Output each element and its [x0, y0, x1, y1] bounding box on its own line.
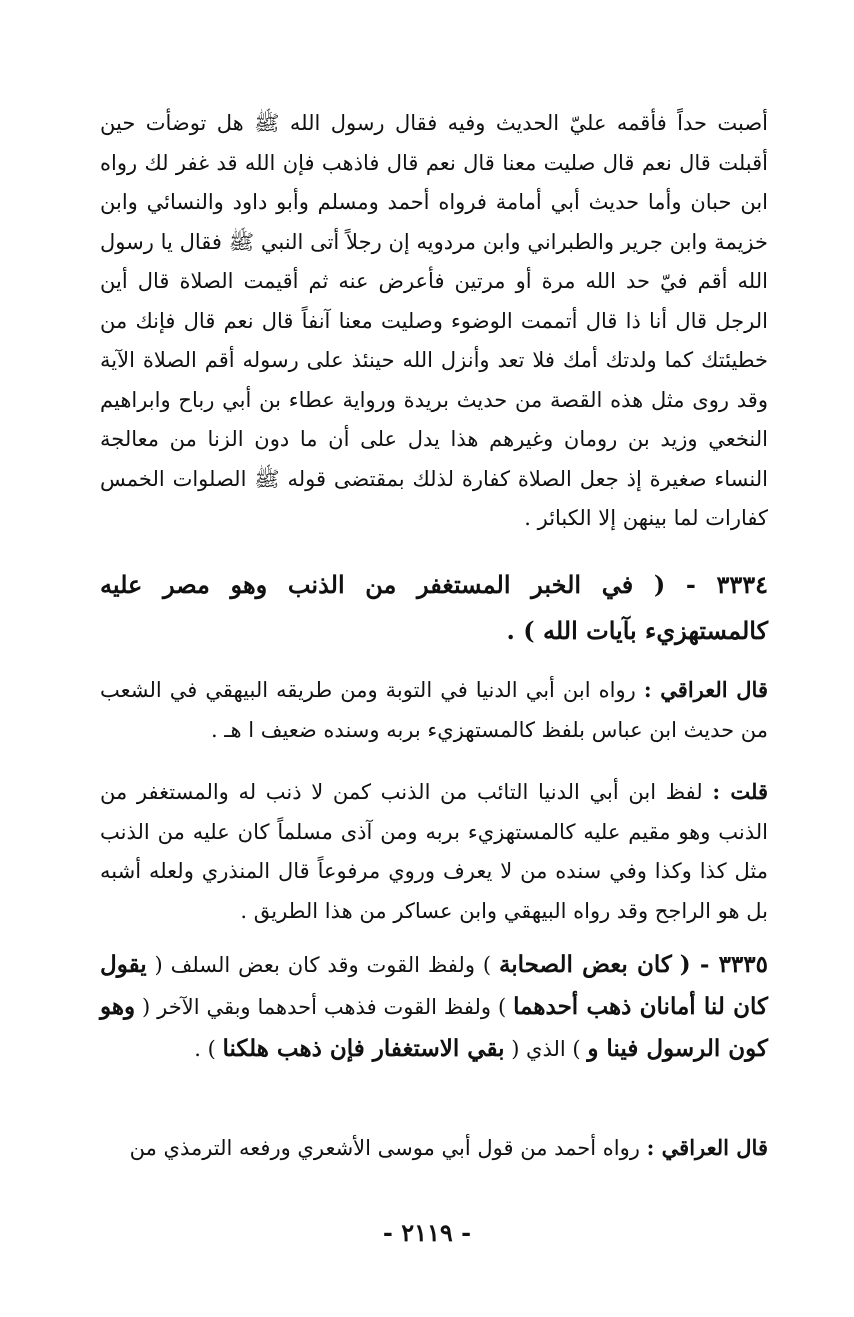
entry-title-part: كان بعض الصحابة: [498, 951, 672, 978]
iraqi-label: قال العراقي :: [643, 677, 768, 702]
iraqi-text: رواه ابن أبي الدنيا في التوبة ومن طريقه البيهقي في الشعب من حديث ابن عباس بلفظ كالمستهزيء بربه وسنده ضعيف ا هـ .: [100, 678, 768, 742]
entry-3335: [100, 944, 768, 1070]
entry-commentary: ) ولفظ القوت فذهب أحدهما وبقي الآخر (: [142, 995, 507, 1019]
qult-label: قلت :: [712, 779, 768, 804]
qult-text: لفظ ابن أبي الدنيا التائب من الذنب كمن لا ذنب له والمستغفر من الذنب وهو مقيم عليه كالمستهزيء بربه ومن آذى مسلماً كان عليه من الذنب مثل كذا وكذا وفي سنده من لا يعرف وروي مرفوعاً قال المنذري ولعله أشبه بل هو الراجح وقد رواه البيهقي وابن عساكر من هذا الطريق .: [100, 780, 768, 923]
paragraph-hadith-discussion: أصبت حداً فأقمه عليّ الحديث وفيه فقال رسول الله ﷺ هل توضأت حين أقبلت قال نعم قال صليت معنا قال نعم قال فاذهب فإن الله قد غفر لك رواه ابن حبان وأما حديث أبي أمامة فرواه أحمد ومسلم وأبو داود والنسائي وابن خزيمة وابن جرير والطبراني وابن مردويه إن رجلاً أتى النبي ﷺ فقال يا رسول الله أقم فيّ حد الله مرة أو مرتين فأعرض عنه ثم أقيمت الصلاة قال أين الرجل قال أنا ذا قال أتممت الوضوء وصليت معنا آنفاً قال نعم قال فإنك من خطيئتك كما ولدتك أمك فلا تعد وأنزل الله حينئذ على رسوله أقم الصلاة الآية وقد روى مثل هذه القصة من حديث بريدة ورواية عطاء بن أبي رباح وابراهيم النخعي وزيد بن رومان وغيرهم هذا يدل على أن ما دون الزنا من معالجة النساء صغيرة إذ جعل الصلاة كفارة لذلك بمقتضى قوله ﷺ الصلوات الخمس كفارات لما بينهن إلا الكبائر .: [100, 111, 768, 530]
iraqi-text: رواه أحمد من قول أبي موسى الأشعري ورفعه الترمذي من: [129, 1136, 640, 1160]
entry-commentary: ) ولفظ القوت وقد كان بعض السلف (: [154, 953, 492, 977]
entry-title-part: بقي الاستغفار فإن ذهب هلكنا: [222, 1035, 505, 1062]
body-text: [100, 104, 768, 539]
iraqi-note-1: [100, 670, 768, 750]
iraqi-note-2: [100, 1128, 768, 1169]
entry-commentary: ) الذي (: [511, 1037, 581, 1061]
page-number: - ٢١١٩ -: [382, 1218, 472, 1247]
entry-title-part: يقول كان لنا أمانان ذهب أحدهما: [100, 951, 768, 1020]
entry-close: ) .: [194, 1037, 216, 1061]
entry-number: ٣٣٣٥ - (: [679, 951, 768, 978]
entry-number: ٣٣٣٤ - (: [653, 570, 769, 599]
entry-close: ) .: [506, 616, 535, 645]
iraqi-label: قال العراقي :: [646, 1135, 768, 1160]
entry-3334: [100, 562, 768, 654]
entry-title-part: وهو كون الرسول فينا و: [100, 993, 768, 1062]
qult-note: [100, 772, 768, 931]
entry-title: في الخبر المستغفر من الذنب وهو مصر عليه كالمستهزيء بآيات الله: [100, 570, 768, 645]
